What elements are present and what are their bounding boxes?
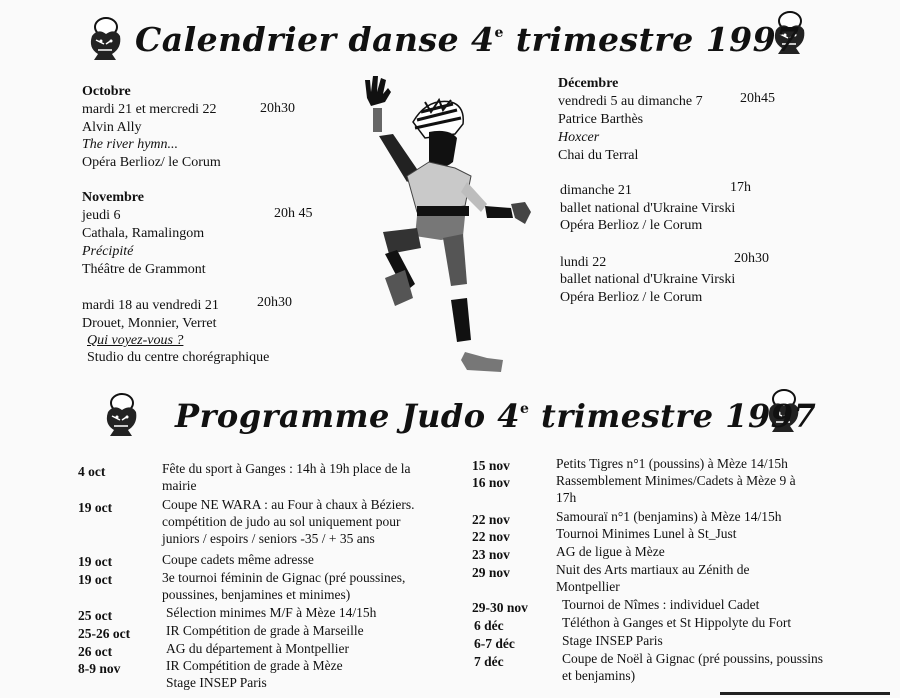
bottom-rule bbox=[720, 692, 890, 695]
event-venue: Opéra Berlioz/ le Corum bbox=[82, 155, 221, 170]
judo-date: 15 nov bbox=[472, 458, 510, 473]
judo-date: 22 nov bbox=[472, 529, 510, 544]
judo-date: 25 oct bbox=[78, 608, 113, 623]
judo-event: Rassemblement Minimes/Cadets à Mèze 9 à 17h bbox=[556, 473, 796, 505]
judo-date: 23 nov bbox=[472, 547, 510, 562]
event-venue: Opéra Berlioz / le Corum bbox=[560, 290, 703, 305]
event-work: Précipité bbox=[82, 244, 134, 259]
event-time: 20h45 bbox=[740, 91, 775, 106]
judo-event: Sélection minimes M/F à Mèze 14/15h bbox=[166, 605, 377, 620]
judo-date: 16 nov bbox=[472, 475, 510, 490]
judo-event: Téléthon à Ganges et St Hippolyte du Fort bbox=[562, 615, 792, 630]
event-artist: Alvin Ally bbox=[82, 120, 142, 135]
judo-event: Coupe de Noël à Gignac (pré poussins, poussins et benjamins) bbox=[562, 651, 823, 683]
judo-program-title: Programme Judo 4e trimestre 1997 bbox=[175, 397, 817, 435]
judo-date: 26 oct bbox=[78, 644, 113, 659]
judo-date: 8-9 nov bbox=[78, 661, 121, 676]
judo-date: 19 oct bbox=[78, 572, 113, 587]
event-time: 20h 45 bbox=[274, 206, 313, 221]
event-time: 17h bbox=[730, 180, 751, 195]
judo-event: 3e tournoi féminin de Gignac (pré poussines, poussines, benjamines et minimes) bbox=[162, 570, 406, 602]
judo-event: Tournoi de Nîmes : individuel Cadet bbox=[562, 597, 760, 612]
event-work: Hoxcer bbox=[558, 130, 600, 145]
event-work: The river hymn... bbox=[82, 137, 179, 152]
judo-date: 22 nov bbox=[472, 512, 510, 527]
judo-date: 6-7 déc bbox=[474, 636, 515, 651]
tiger-mascot-icon bbox=[82, 14, 128, 62]
month-heading-november: Novembre bbox=[82, 190, 144, 205]
event-artist: Drouet, Monnier, Verret bbox=[82, 316, 217, 331]
judo-event: Stage INSEP Paris bbox=[562, 633, 663, 648]
event-date: vendredi 5 au dimanche 7 bbox=[558, 94, 703, 109]
judo-date: 29-30 nov bbox=[472, 600, 528, 615]
judo-event: Nuit des Arts martiaux au Zénith de Montpellier bbox=[556, 562, 750, 594]
judo-date: 29 nov bbox=[472, 565, 510, 580]
judo-date: 7 déc bbox=[474, 654, 504, 669]
dance-calendar-title: Calendrier danse 4e trimestre 1997 bbox=[135, 20, 800, 59]
event-work: Qui voyez-vous ? bbox=[87, 333, 184, 348]
dancer-figure-icon bbox=[355, 72, 540, 377]
tiger-mascot-icon bbox=[98, 390, 144, 438]
event-date: mardi 18 au vendredi 21 bbox=[82, 298, 219, 313]
judo-date: 6 déc bbox=[474, 618, 504, 633]
event-venue: Théâtre de Grammont bbox=[82, 262, 206, 277]
event-artist: ballet national d'Ukraine Virski bbox=[560, 272, 736, 287]
judo-event: Petits Tigres n°1 (poussins) à Mèze 14/15h bbox=[556, 456, 788, 471]
event-date: lundi 22 bbox=[560, 255, 607, 270]
event-artist: Cathala, Ramalingom bbox=[82, 226, 205, 241]
judo-date: 4 oct bbox=[78, 464, 106, 479]
event-time: 20h30 bbox=[260, 101, 295, 116]
event-artist: Patrice Barthès bbox=[558, 112, 644, 127]
judo-event: Samouraï n°1 (benjamins) à Mèze 14/15h bbox=[556, 509, 782, 524]
event-venue: Studio du centre chorégraphique bbox=[87, 350, 270, 365]
event-time: 20h30 bbox=[257, 295, 292, 310]
judo-event: AG de ligue à Mèze bbox=[556, 544, 665, 559]
judo-event: IR Compétition de grade à Marseille bbox=[166, 623, 364, 638]
event-venue: Chai du Terral bbox=[558, 148, 639, 163]
judo-date: 25-26 oct bbox=[78, 626, 131, 641]
judo-event: Fête du sport à Ganges : 14h à 19h place de la mairie bbox=[162, 461, 411, 493]
judo-event: Coupe NE WARA : au Four à chaux à Béziers. compétition de judo au sol uniquement pour juniors / espoirs / seniors -35 / + 35 ans bbox=[162, 497, 415, 546]
event-date: dimanche 21 bbox=[560, 183, 632, 198]
event-time: 20h30 bbox=[734, 251, 769, 266]
event-date: mardi 21 et mercredi 22 bbox=[82, 102, 217, 117]
event-venue: Opéra Berlioz / le Corum bbox=[560, 218, 703, 233]
event-date: jeudi 6 bbox=[82, 208, 121, 223]
judo-date: 19 oct bbox=[78, 500, 113, 515]
month-heading-december: Décembre bbox=[558, 76, 619, 91]
judo-event: Coupe cadets même adresse bbox=[162, 552, 314, 567]
judo-event: AG du département à Montpellier bbox=[166, 641, 349, 656]
judo-date: 19 oct bbox=[78, 554, 113, 569]
month-heading-october: Octobre bbox=[82, 84, 131, 99]
judo-event: Tournoi Minimes Lunel à St_Just bbox=[556, 526, 737, 541]
judo-event: IR Compétition de grade à Mèze Stage INSEP Paris bbox=[166, 658, 343, 690]
event-artist: ballet national d'Ukraine Virski bbox=[560, 201, 736, 216]
